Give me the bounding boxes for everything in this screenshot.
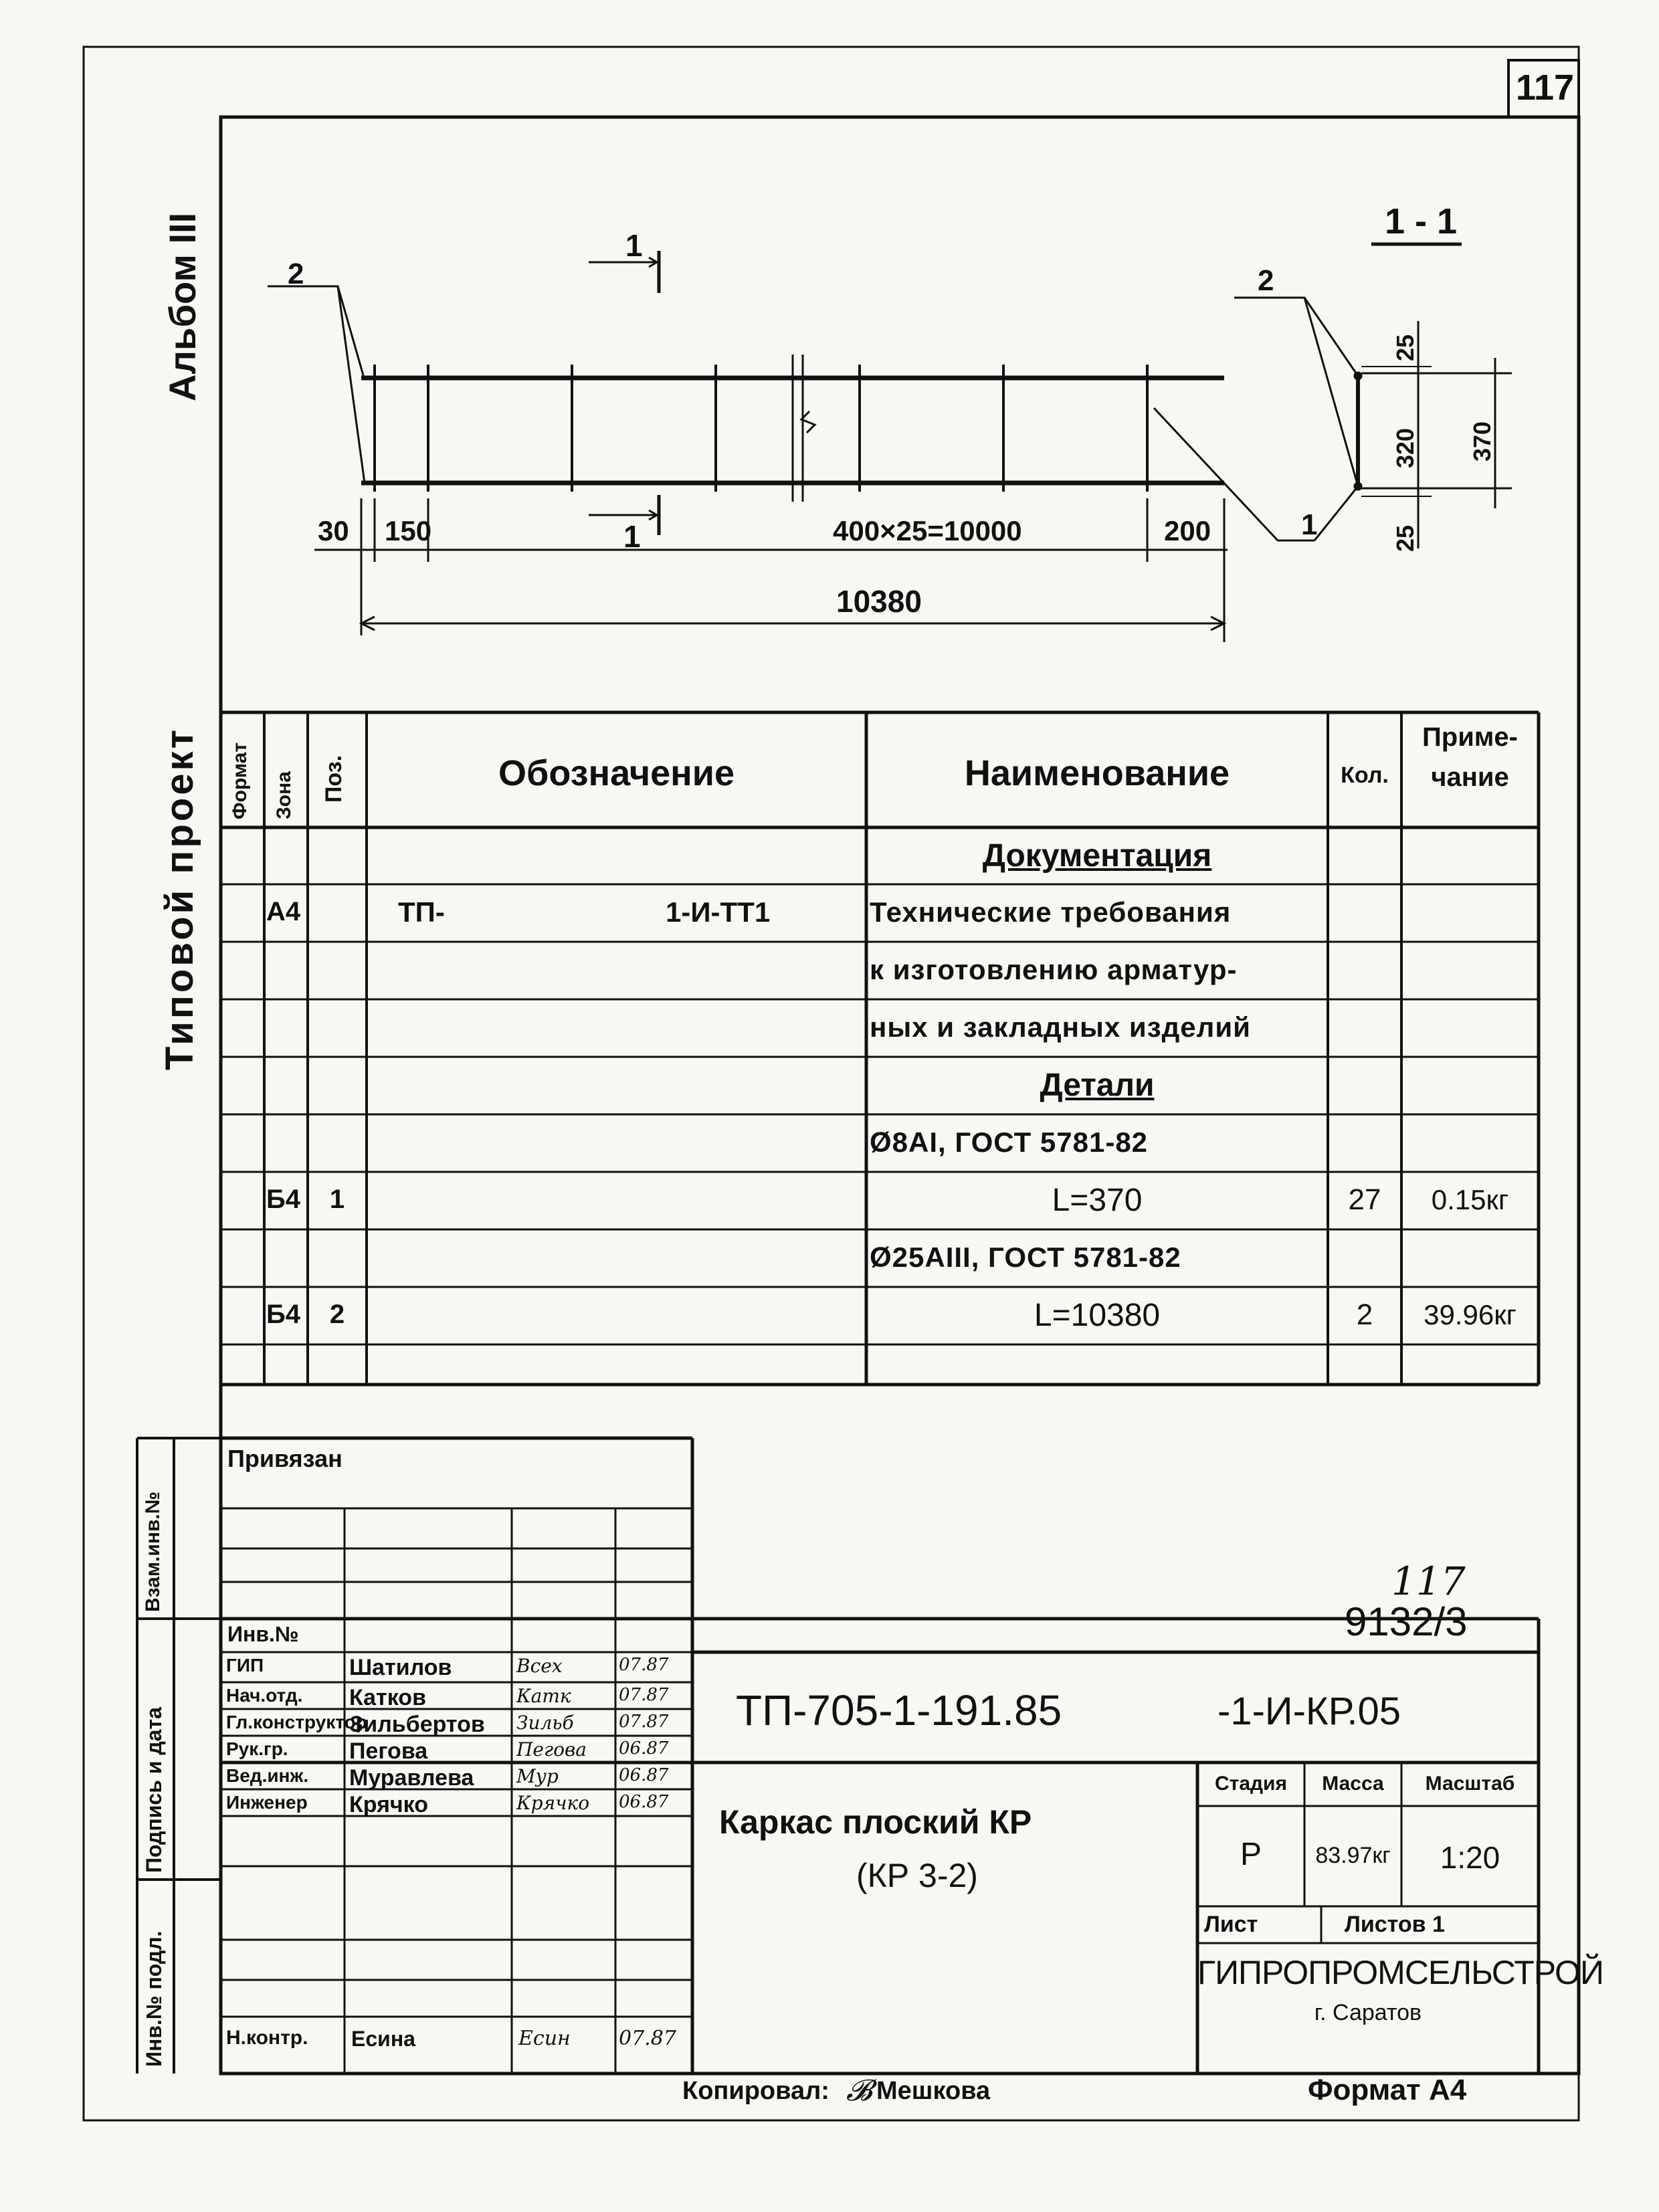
position-1: 1: [1301, 508, 1318, 541]
spec-row-format: А4: [266, 897, 301, 926]
spec-row-name: Технические требования: [870, 896, 1232, 928]
staff-name: Муравлева: [349, 1765, 474, 1791]
spec-row-name: L=10380: [1034, 1298, 1161, 1333]
staff-date: 07.87: [619, 1685, 669, 1705]
doc-code: ТП-705-1-191.85: [736, 1686, 1062, 1734]
col-header-designation: Обозначение: [498, 753, 735, 793]
stamp-signature-date: Подпись и дата: [142, 1707, 166, 1873]
spec-row-name: ных и закладных изделий: [870, 1011, 1251, 1043]
position-2-left: 2: [288, 258, 304, 290]
norm-control-signature: Есин: [518, 2027, 571, 2050]
sheet-number: 117: [1515, 68, 1575, 108]
sheet-ref-bottom: 9132/3: [1345, 1599, 1468, 1644]
sheet-label: Лист: [1204, 1912, 1258, 1937]
doc-suffix: -1-И-КР.05: [1217, 1690, 1401, 1733]
spec-row-name: L=370: [1052, 1183, 1143, 1218]
mass-label: Масса: [1322, 1773, 1384, 1795]
col-header-note-line2: чание: [1431, 763, 1509, 792]
org-city: г. Саратов: [1314, 2000, 1422, 2025]
copier-signature: 𝓑: [846, 2074, 872, 2108]
spec-row-designation-prefix: ТП-: [398, 896, 445, 928]
stamp-original-inv: Инв.№ подл.: [142, 1930, 166, 2067]
staff-date: 06.87: [619, 1765, 669, 1785]
dim-total: 10380: [836, 584, 922, 619]
staff-role: Инженер: [226, 1792, 308, 1813]
staff-role: Нач.отд.: [226, 1685, 303, 1706]
spec-row-pos: 2: [329, 1300, 345, 1329]
spec-row-format: Б4: [266, 1185, 300, 1214]
staff-date: 07.87: [619, 1712, 669, 1732]
spec-row-format: Б4: [266, 1300, 300, 1329]
spec-row-name: Документация: [982, 837, 1212, 874]
col-header-note-line1: Приме-: [1422, 722, 1518, 752]
spec-row-name: Детали: [1040, 1068, 1155, 1103]
staff-name: Зильбертов: [349, 1712, 485, 1737]
project-type-label: Типовой проект: [158, 726, 201, 1070]
spec-row-note: 0.15кг: [1431, 1184, 1509, 1215]
mass-value: 83.97кг: [1315, 1843, 1391, 1868]
title-line1: Каркас плоский КР: [719, 1803, 1032, 1841]
norm-control-role: Н.контр.: [226, 2027, 308, 2049]
col-header-pos: Поз.: [321, 755, 347, 803]
format-label: Формат А4: [1308, 2074, 1467, 2106]
stage-label: Стадия: [1214, 1773, 1288, 1795]
bound-label: Привязан: [227, 1445, 343, 1472]
staff-signature: Зильб: [516, 1712, 574, 1734]
staff-date: 06.87: [619, 1738, 669, 1758]
sheets-label: Листов 1: [1345, 1912, 1445, 1937]
org-name: ГИПРОПРОМСЕЛЬСТРОЙ: [1197, 1954, 1603, 1991]
staff-signature: Всех: [516, 1655, 563, 1677]
cage-drawing: [268, 244, 1512, 642]
dim-30: 30: [318, 515, 349, 546]
stage-value: Р: [1240, 1837, 1262, 1872]
staff-role: Рук.гр.: [226, 1738, 288, 1759]
dim-150: 150: [385, 515, 432, 546]
dim-370: 370: [1468, 421, 1496, 462]
sheet-ref-top: 117: [1391, 1559, 1466, 1604]
copied-by-label: Копировал:: [682, 2077, 830, 2105]
transverse-bars: [375, 365, 1147, 492]
staff-name: Шатилов: [349, 1655, 452, 1680]
staff-date: 07.87: [619, 1655, 669, 1675]
album-label: Альбом III: [161, 212, 203, 401]
col-header-qty: Кол.: [1341, 763, 1389, 788]
staff-signature: Пегова: [516, 1738, 587, 1761]
dim-320: 320: [1391, 427, 1419, 468]
col-header-zone: Зона: [273, 771, 295, 819]
staff-name: Пегова: [349, 1738, 428, 1764]
section-label: 1 - 1: [1385, 201, 1458, 241]
dim-spacing: 400×25=10000: [833, 515, 1022, 546]
col-header-name: Наименование: [964, 753, 1230, 793]
section-mark-top: 1: [625, 228, 643, 263]
staff-role: ГИП: [226, 1655, 264, 1676]
spec-row-note: 39.96кг: [1424, 1299, 1517, 1330]
staff-name: Крячко: [349, 1792, 428, 1817]
scale-label: Масштаб: [1425, 1773, 1515, 1795]
dim-200: 200: [1164, 515, 1211, 546]
spec-row-name: Ø25АIII, ГОСТ 5781-82: [870, 1241, 1181, 1273]
dim-25-bottom: 25: [1391, 524, 1419, 552]
norm-control-name: Есина: [351, 2027, 415, 2051]
staff-name: Катков: [349, 1685, 426, 1710]
spec-row-name: Ø8АI, ГОСТ 5781-82: [870, 1126, 1149, 1158]
copier-name: Мешкова: [876, 2077, 991, 2105]
spec-row-pos: 1: [329, 1185, 345, 1214]
norm-control-date: 07.87: [619, 2027, 676, 2050]
dim-25-top: 25: [1391, 334, 1419, 361]
inv-no-label: Инв.№: [227, 1622, 299, 1646]
col-header-format: Формат: [229, 742, 251, 819]
staff-signature: Катк: [516, 1685, 571, 1707]
spec-row-designation-code: 1-И-ТТ1: [666, 896, 771, 928]
section-mark-bottom: 1: [623, 519, 641, 554]
staff-signature: Крячко: [516, 1792, 590, 1814]
spec-row-name: к изготовлению арматур-: [870, 954, 1238, 985]
staff-date: 06.87: [619, 1792, 669, 1812]
staff-role: Вед.инж.: [226, 1765, 309, 1786]
staff-role: Гл.конструктор: [226, 1712, 367, 1732]
spec-table-lines: [221, 712, 1539, 1385]
scale-value: 1:20: [1440, 1840, 1500, 1875]
staff-signature: Мур: [516, 1765, 559, 1787]
title-line2: (КР 3-2): [856, 1857, 978, 1894]
position-2-right: 2: [1258, 264, 1274, 297]
spec-row-qty: 2: [1356, 1298, 1373, 1331]
spec-row-qty: 27: [1348, 1183, 1381, 1216]
stamp-replaced-inv: Взам.инв.№: [142, 1491, 164, 1612]
